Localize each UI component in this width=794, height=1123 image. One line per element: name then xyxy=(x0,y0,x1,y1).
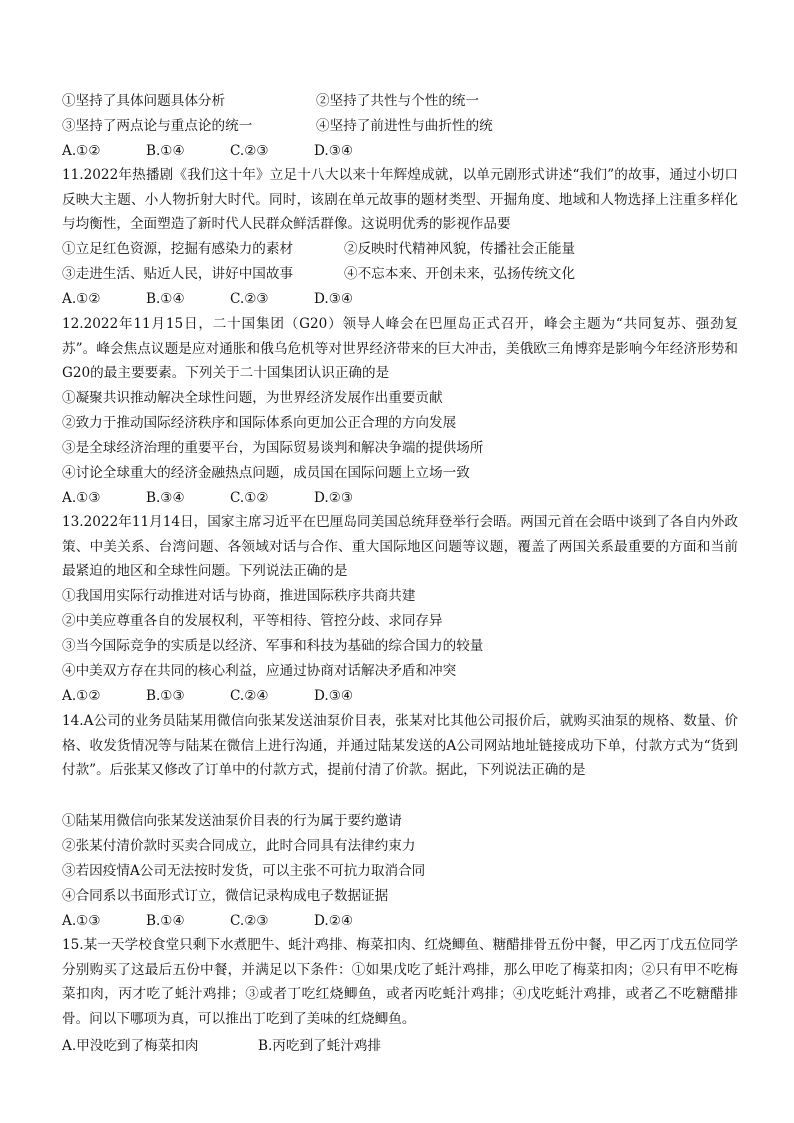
q12-stem: 12.2022年11月15日，二十国集团（G20）领导人峰会在巴厘岛正式召开，峰会主题为“共同复苏、强劲复苏”。峰会焦点议题是应对通胀和俄乌危机等对世界经济带来的巨大冲击，美俄欧三角博弈是影响今年经济形势和G20的最主要要素。下列关于二十国集团认识正确的是 xyxy=(62,316,738,382)
q11-option-c: C.②③ xyxy=(230,291,269,307)
q10-option-a: A.①② xyxy=(62,143,101,159)
q14-option-b: B.①④ xyxy=(146,913,185,929)
q10-option-b: B.①④ xyxy=(146,143,185,159)
q12-statement-2: ②致力于推动国际经济秩序和国际体系向更加公正合理的方向发展 xyxy=(62,415,457,431)
q14-stem: 14.A公司的业务员陆某用微信向张某发送油泵价目表，张某对比其他公司报价后，就购买油泵的规格、数量、价格、收发货情况等与陆某在微信上进行沟通，并通过陆某发送的A公司网站地址链接成功下单，付款方式为“货到付款”。后张某又修改了订单中的付款方式，提前付清了价款。据此，下列说法正确的是 xyxy=(62,713,738,779)
q11-option-a: A.①② xyxy=(62,291,101,307)
q10-statement-4: ④坚持了前进性与曲折性的统 xyxy=(316,118,493,134)
q10-statement-1: ①坚持了具体问题具体分析 xyxy=(62,93,226,109)
q11-option-d: D.③④ xyxy=(314,291,354,307)
q11-option-b: B.①④ xyxy=(146,291,185,307)
q14-statement-4: ④合同系以书面形式订立，微信记录构成电子数据证据 xyxy=(62,888,389,904)
q10-statement-2: ②坚持了共性与个性的统一 xyxy=(316,93,480,109)
q13-option-a: A.①② xyxy=(62,688,101,704)
q12-statement-1: ①凝聚共识推动解决全球性问题，为世界经济发展作出重要贡献 xyxy=(62,390,443,406)
q13-option-b: B.①③ xyxy=(146,688,185,704)
q14-option-d: D.②④ xyxy=(314,913,354,929)
q15-stem: 15.某一天学校食堂只剩下水煮肥牛、蚝汁鸡排、梅菜扣肉、红烧鲫鱼、糖醋排骨五份中餐，甲乙丙丁戊五位同学分别购买了这最后五份中餐，并满足以下条件：①如果戊吃了蚝汁鸡排，那么甲吃了梅菜扣肉；②只有甲不吃梅菜扣肉，丙才吃了蚝汁鸡排；③或者丁吃红烧鲫鱼，或者丙吃蚝汁鸡排；④戊吃蚝汁鸡排，或者乙不吃糖醋排骨。问以下哪项为真，可以推出丁吃到了美味的红烧鲫鱼。 xyxy=(62,937,738,1027)
q15-option-b: B.丙吃到了蚝汁鸡排 xyxy=(258,1038,382,1054)
q14-statement-2: ②张某付清价款时买卖合同成立，此时合同具有法律约束力 xyxy=(62,838,416,854)
q11-statement-1: ①立足红色资源，挖掘有感染力的素材 xyxy=(62,241,294,257)
q12-option-d: D.②③ xyxy=(314,490,354,506)
q13-statement-1: ①我国用实际行动推进对话与协商，推进国际秩序共商共建 xyxy=(62,588,416,604)
q14-option-c: C.②③ xyxy=(230,913,269,929)
q12-option-b: B.③④ xyxy=(146,490,185,506)
q13-option-d: D.③④ xyxy=(314,688,354,704)
q10-option-c: C.②③ xyxy=(230,143,269,159)
q13-statement-2: ②中美应尊重各自的发展权利，平等相待、管控分歧、求同存异 xyxy=(62,613,443,629)
q13-statement-4: ④中美双方存在共同的核心利益，应通过协商对话解决矛盾和冲突 xyxy=(62,663,457,679)
q11-statement-3: ③走进生活、贴近人民，讲好中国故事 xyxy=(62,266,294,282)
q10-statement-3: ③坚持了两点论与重点论的统一 xyxy=(62,118,253,134)
q11-statement-4: ④不忘本来、开创未来，弘扬传统文化 xyxy=(344,266,576,282)
q12-option-a: A.①③ xyxy=(62,490,101,506)
q13-stem: 13.2022年11月14日，国家主席习近平在巴厘岛同美国总统拜登举行会晤。两国元首在会晤中谈到了各自内外政策、中美关系、台湾问题、各领域对话与合作、重大国际地区问题等议题，覆盖了两国关系最重要的方面和当前最紧迫的地区和全球性问题。下列说法正确的是 xyxy=(62,514,738,580)
q14-statement-3: ③若因疫情A公司无法按时发货，可以主张不可抗力取消合同 xyxy=(62,863,426,879)
q11-stem: 11.2022年热播剧《我们这十年》立足十八大以来十年辉煌成就，以单元剧形式讲述“我们”的故事，通过小切口反映大主题、小人物折射大时代。同时，该剧在单元故事的题材类型、开掘角度、地域和人物选择上注重多样化与均衡性，全面塑造了新时代人民群众鲜活群像。这说明优秀的影视作品要 xyxy=(62,167,738,233)
q14-statement-1: ①陆某用微信向张某发送油泵价目表的行为属于要约邀请 xyxy=(62,813,402,829)
q15-option-a: A.甲没吃到了梅菜扣肉 xyxy=(62,1038,199,1054)
q12-option-c: C.①② xyxy=(230,490,269,506)
q14-option-a: A.①③ xyxy=(62,913,101,929)
q10-option-d: D.③④ xyxy=(314,143,354,159)
q12-statement-4: ④讨论全球重大的经济金融热点问题，成员国在国际问题上立场一致 xyxy=(62,465,470,481)
q13-statement-3: ③当今国际竞争的实质是以经济、军事和科技为基础的综合国力的较量 xyxy=(62,638,484,654)
q11-statement-2: ②反映时代精神风貌，传播社会正能量 xyxy=(344,241,576,257)
q13-option-c: C.②④ xyxy=(230,688,269,704)
q12-statement-3: ③是全球经济治理的重要平台，为国际贸易谈判和解决争端的提供场所 xyxy=(62,440,484,456)
